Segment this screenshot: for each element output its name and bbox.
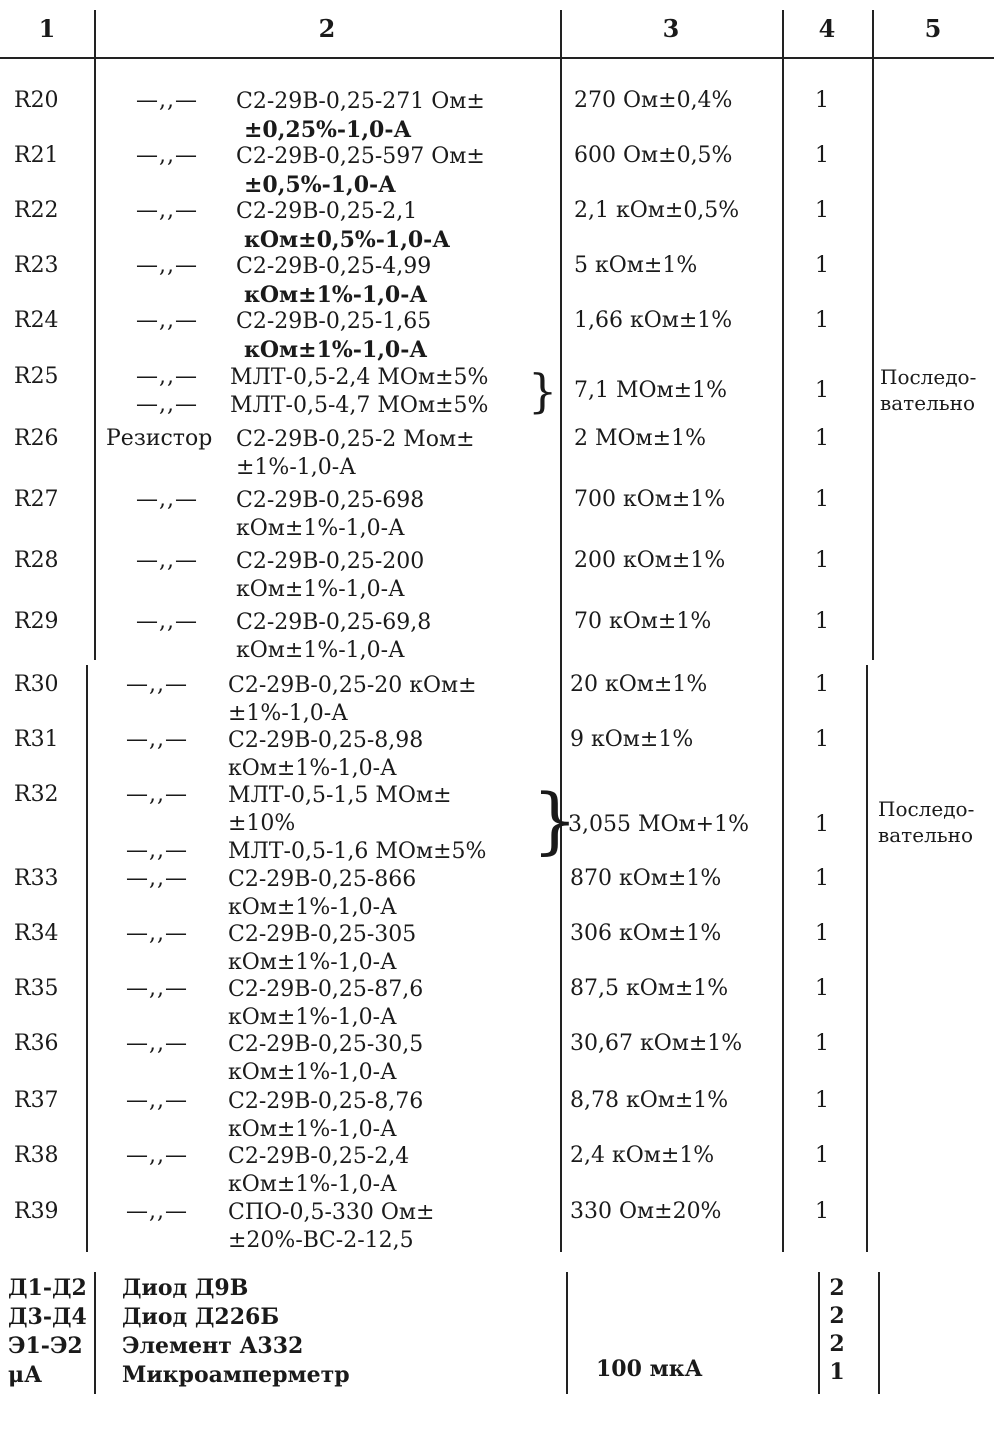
spec-text: С2-29В-0,25-20 кОм± ±1%-1,0-А — [228, 673, 477, 726]
ref-designator: R33 — [14, 866, 59, 891]
value-text: 200 кОм±1% — [574, 548, 726, 573]
spec-text: С2-29В-0,25-866 кОм±1%-1,0-А — [228, 867, 417, 920]
spec-text: С2-29В-0,25-8,76 кОм±1%-1,0-А — [228, 1089, 424, 1142]
spec-text: С2-29В-0,25-200 кОм±1%-1,0-А — [236, 549, 425, 602]
value-text: 1,66 кОм±1% — [574, 308, 733, 333]
value-text: 8,78 кОм±1% — [570, 1088, 729, 1113]
quantity: 1 — [815, 198, 829, 223]
value-text: 330 Ом±20% — [570, 1199, 722, 1224]
series-note: Последо- вательно — [880, 365, 977, 415]
component-name: Диод Д226Б — [122, 1304, 280, 1330]
col-divider — [878, 1272, 880, 1394]
component-name: Диод Д9В — [122, 1275, 249, 1301]
header-col5: 5 — [924, 13, 942, 43]
ditto-mark: —,,— — [126, 1088, 188, 1113]
ditto-mark: —,,— — [136, 143, 198, 168]
ref-designator: R21 — [14, 143, 59, 168]
col-divider — [560, 10, 562, 60]
ditto-mark: —,,— — [126, 866, 188, 891]
spec-text: МЛТ-0,5-2,4 МОм±5% МЛТ-0,5-4,7 МОм±5% — [230, 365, 489, 418]
spec-text: СПО-0,5-330 Ом± ±20%-ВС-2-12,5 — [228, 1200, 435, 1253]
quantity: 1 — [815, 253, 829, 278]
ref-designator: μА — [8, 1362, 43, 1388]
ref-designator: R35 — [14, 976, 59, 1001]
value-text: 3,055 МОм+1% — [568, 812, 749, 837]
quantity: 1 — [815, 921, 829, 946]
component-name: Микроамперметр — [122, 1362, 350, 1388]
ditto-mark: —,,— — [136, 308, 198, 333]
ditto-mark: —,,— — [136, 364, 198, 389]
ref-designator: Д1-Д2 — [8, 1275, 87, 1301]
col-divider — [818, 1272, 820, 1394]
col-divider — [782, 60, 784, 1252]
ref-designator: Д3-Д4 — [8, 1304, 87, 1330]
ref-designator: R37 — [14, 1088, 59, 1113]
value-text: 270 Ом±0,4% — [574, 88, 733, 113]
value-text: 2,1 кОм±0,5% — [574, 198, 740, 223]
ditto-mark: —,,— — [126, 672, 188, 697]
quantity: 1 — [815, 308, 829, 333]
ditto-mark: —,,— — [126, 727, 188, 752]
ditto-mark: —,,— — [126, 1031, 188, 1056]
ditto-mark: —,,— — [126, 838, 188, 863]
quantity: 2 — [829, 1275, 845, 1301]
ref-designator: R24 — [14, 308, 59, 333]
ditto-mark: —,,— — [126, 921, 188, 946]
col-divider — [560, 60, 562, 1252]
quantity: 1 — [815, 426, 829, 451]
value-text: 9 кОм±1% — [570, 727, 694, 752]
series-brace: } — [528, 364, 558, 418]
ref-designator: R29 — [14, 609, 59, 634]
col-divider — [94, 1272, 96, 1394]
value-text: 306 кОм±1% — [570, 921, 722, 946]
header-col1: 1 — [38, 13, 56, 43]
header-rule — [0, 57, 994, 59]
value-text: 870 кОм±1% — [570, 866, 722, 891]
col-divider — [866, 665, 868, 1252]
value-text: 2 МОм±1% — [574, 426, 706, 451]
spec-text: С2-29В-0,25-2,1 кОм±0,5%-1,0-А — [236, 199, 451, 253]
ditto-mark: —,,— — [126, 1143, 188, 1168]
value-text: 2,4 кОм±1% — [570, 1143, 715, 1168]
quantity: 1 — [815, 88, 829, 113]
value-text: 100 мкА — [596, 1356, 703, 1382]
ref-designator: R23 — [14, 253, 59, 278]
ditto-mark: —,,— — [136, 487, 198, 512]
spec-text: С2-29В-0,25-30,5 кОм±1%-1,0-А — [228, 1032, 424, 1085]
col-divider — [872, 10, 874, 60]
col-divider — [872, 60, 874, 660]
quantity: 1 — [829, 1359, 845, 1385]
ref-designator: R25 — [14, 364, 59, 389]
spec-text: С2-29В-0,25-1,65 кОм±1%-1,0-А — [236, 309, 432, 363]
ditto-mark: —,,— — [136, 548, 198, 573]
spec-text: С2-29В-0,25-2,4 кОм±1%-1,0-А — [228, 1144, 410, 1197]
header-col2: 2 — [318, 13, 336, 43]
value-text: 87,5 кОм±1% — [570, 976, 729, 1001]
spec-text: С2-29В-0,25-305 кОм±1%-1,0-А — [228, 922, 417, 975]
series-note: Последо- вательно — [878, 797, 975, 847]
bottom-refs — [8, 1274, 87, 1390]
quantity: 1 — [815, 866, 829, 891]
quantity: 1 — [815, 609, 829, 634]
ditto-mark: —,,— — [136, 392, 198, 417]
spec-text: С2-29В-0,25-271 Ом± ±0,25%-1,0-А — [236, 89, 485, 143]
quantity: 1 — [815, 727, 829, 752]
ref-designator: R27 — [14, 487, 59, 512]
ditto-mark: —,,— — [136, 88, 198, 113]
header-col4: 4 — [818, 13, 836, 43]
ditto-mark: —,,— — [126, 1199, 188, 1224]
ditto-mark: —,,— — [136, 198, 198, 223]
spec-text: С2-29В-0,25-69,8 кОм±1%-1,0-А — [236, 610, 432, 663]
value-text: 5 кОм±1% — [574, 253, 698, 278]
spec-text: МЛТ-0,5-1,5 МОм± ±10% МЛТ-0,5-1,6 МОм±5% — [228, 783, 487, 864]
spec-text: С2-29В-0,25-8,98 кОм±1%-1,0-А — [228, 728, 424, 781]
ref-designator: R28 — [14, 548, 59, 573]
ditto-mark: —,,— — [136, 609, 198, 634]
spec-text: С2-29В-0,25-698 кОм±1%-1,0-А — [236, 488, 425, 541]
quantity: 2 — [829, 1303, 845, 1329]
quantity: 1 — [815, 672, 829, 697]
col-divider — [94, 60, 96, 660]
value-text: 7,1 МОм±1% — [574, 378, 727, 403]
ditto-mark: —,,— — [126, 782, 188, 807]
spec-text: С2-29В-0,25-597 Ом± ±0,5%-1,0-А — [236, 144, 485, 198]
series-brace: } — [532, 778, 578, 862]
quantity: 1 — [815, 378, 829, 403]
ref-designator: R34 — [14, 921, 59, 946]
quantity: 1 — [815, 1031, 829, 1056]
quantity: 1 — [815, 548, 829, 573]
ref-designator: R32 — [14, 782, 59, 807]
ref-designator: R39 — [14, 1199, 59, 1224]
ref-designator: R20 — [14, 88, 59, 113]
value-text: 70 кОм±1% — [574, 609, 712, 634]
quantity: 1 — [815, 487, 829, 512]
col-divider — [566, 1272, 568, 1394]
ref-designator: R22 — [14, 198, 59, 223]
value-text: 30,67 кОм±1% — [570, 1031, 743, 1056]
ref-designator: Э1-Э2 — [8, 1333, 83, 1359]
ditto-mark: —,,— — [126, 976, 188, 1001]
value-text: 20 кОм±1% — [570, 672, 708, 697]
quantity: 1 — [815, 1199, 829, 1224]
spec-text: С2-29В-0,25-87,6 кОм±1%-1,0-А — [228, 977, 424, 1030]
quantity: 1 — [815, 1088, 829, 1113]
col-divider — [94, 10, 96, 60]
spec-text: С2-29В-0,25-4,99 кОм±1%-1,0-А — [236, 254, 432, 308]
quantity: 1 — [815, 812, 829, 837]
ref-designator: R36 — [14, 1031, 59, 1056]
ref-designator: R30 — [14, 672, 59, 697]
value-text: 600 Ом±0,5% — [574, 143, 733, 168]
ditto-mark: —,,— — [136, 253, 198, 278]
ref-designator: R31 — [14, 727, 59, 752]
resistor-label: Резистор — [106, 426, 213, 451]
quantity: 1 — [815, 143, 829, 168]
bottom-names — [122, 1274, 350, 1390]
component-name: Элемент А332 — [122, 1333, 304, 1359]
quantity: 1 — [815, 1143, 829, 1168]
spec-text: С2-29В-0,25-2 Мом± ±1%-1,0-А — [236, 427, 475, 480]
quantity: 1 — [815, 976, 829, 1001]
header-col3: 3 — [662, 13, 680, 43]
col-divider — [86, 665, 88, 1252]
ref-designator: R26 — [14, 426, 59, 451]
bottom-qty — [826, 1274, 848, 1386]
value-text: 700 кОм±1% — [574, 487, 726, 512]
quantity: 2 — [829, 1331, 845, 1357]
col-divider — [782, 10, 784, 60]
ref-designator: R38 — [14, 1143, 59, 1168]
